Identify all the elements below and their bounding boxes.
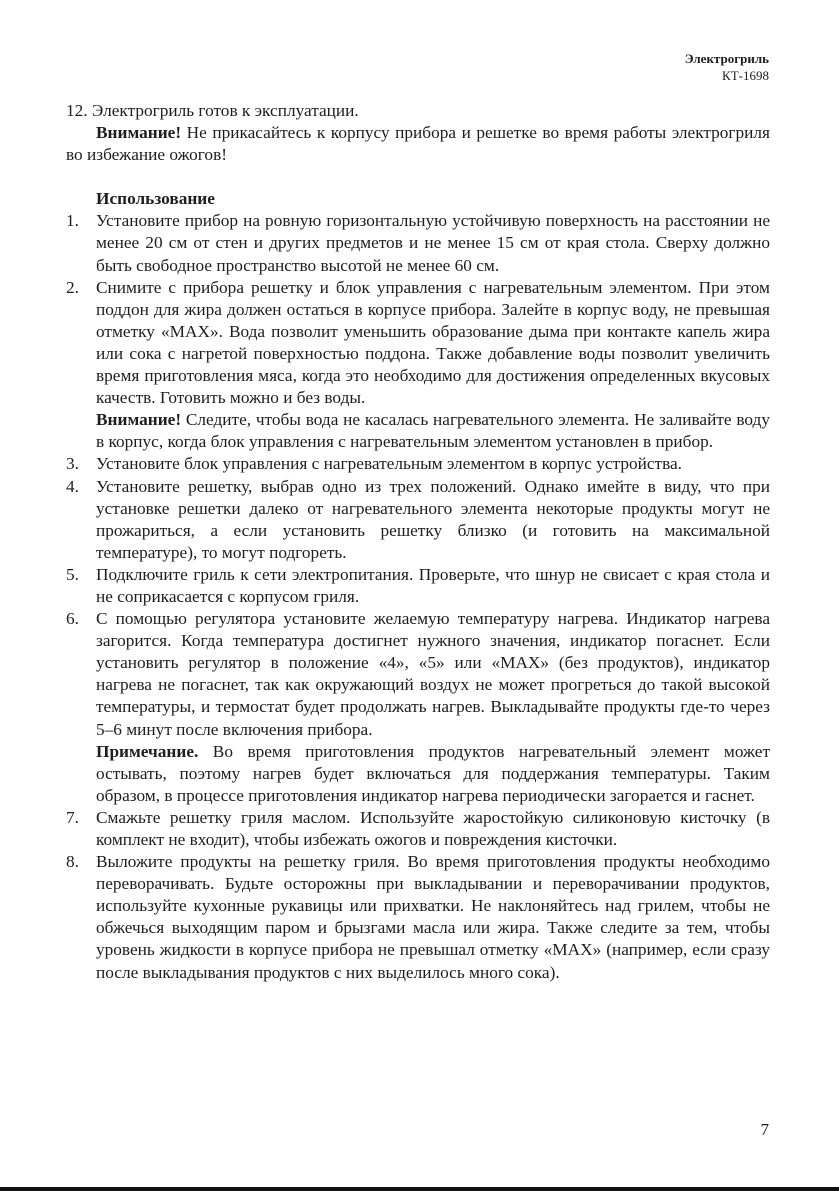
note-label: Примечание.: [96, 741, 199, 761]
step-text: Смажьте решетку гриля маслом. Используйте жаростойкую силиконовую кисточку (в комплект не входит), чтобы избежать ожогов и повреждения кисточки.: [96, 807, 770, 849]
list-item: [66, 608, 770, 741]
list-item: [66, 277, 770, 410]
list-item: [66, 851, 770, 984]
product-model: КТ-1698: [722, 68, 769, 83]
step-number: 4.: [66, 476, 79, 496]
steps-list: [66, 210, 770, 409]
step-2-warning: [66, 409, 770, 453]
note-text: Во время приготовления продуктов нагревательный элемент может остывать, поэтому нагрев будет включаться для поддержания температуры. Таким образом, в процессе приготовления индикатор нагрева периодически загорается и гаснет.: [96, 741, 770, 805]
step-number: 6.: [66, 609, 79, 629]
step-number: 2.: [66, 277, 79, 297]
step-text: Подключите гриль к сети электропитания. Проверьте, что шнур не свисает с края стола и не соприкасается с корпусом гриля.: [96, 564, 770, 606]
section-title: Использование: [96, 189, 215, 209]
page-number: 7: [760, 1120, 769, 1139]
warning-label: Внимание!: [96, 123, 182, 143]
list-item: [66, 564, 770, 608]
step-text: Установите прибор на ровную горизонтальную устойчивую поверхность на расстоянии не менее 20 см от стен и других предметов и не менее 15 см от края стола. Сверху должно быть свободное пространство высотой не менее 60 см.: [96, 211, 770, 275]
warning-text: Не прикасайтесь к корпусу прибора и решетке во время работы электрогриля во избежание ожогов!: [66, 123, 770, 165]
list-item: [66, 453, 770, 475]
step-number: 7.: [66, 807, 79, 827]
list-item: [66, 476, 770, 564]
step-text: С помощью регулятора установите желаемую температуру нагрева. Индикатор нагрева загорится. Когда температура достигнет нужного значения, индикатор погаснет. Если установить регулятор в положение «4», «5» или «MAX» (без продуктов), индикатор нагрева не погаснет, так как окружающий воздух не может прогреться до такой высокой температуры, и термостат будет продолжать нагрев. Выкладывайте продукты где-то через 5–6 минут после включения прибора.: [96, 609, 770, 739]
step-number: 3.: [66, 454, 79, 474]
bottom-border: [0, 1187, 839, 1191]
step-number: 5.: [66, 564, 79, 584]
page-content: [66, 100, 770, 984]
note-text: Следите, чтобы вода не касалась нагревательного элемента. Не заливайте воду в корпус, когда блок управления с нагревательным элементом установлен в прибор.: [96, 410, 770, 452]
step-number: 8.: [66, 852, 79, 872]
step-12: 12. Электрогриль готов к эксплуатации.: [66, 101, 359, 120]
step-text: Установите решетку, выбрав одно из трех положений. Однако имейте в виду, что при установке решетки далеко от нагревательного элемента некоторые продукты могут не прожариться, а если установить решетку близко (и готовить на максимальной температуре), то могут подгореть.: [96, 476, 770, 562]
step-number: 1.: [66, 211, 79, 231]
step-text: Установите блок управления с нагревательным элементом в корпус устройства.: [96, 454, 682, 474]
list-item: [66, 210, 770, 276]
intro-warning: [66, 122, 770, 166]
step-6-note: [66, 741, 770, 807]
product-title: Электрогриль: [684, 51, 769, 66]
note-label: Внимание!: [96, 410, 182, 430]
list-item: [66, 807, 770, 851]
step-text: Выложите продукты на решетку гриля. Во время приготовления продукты необходимо переворачивать. Будьте осторожны при выкладывании и переворачивании продуктов, используйте кухонные рукавицы или прихватки. Не наклоняйтесь над грилем, чтобы не обжечься выходящим паром и брызгами масла или жира. Также следите за тем, чтобы уровень жидкости в корпусе прибора не превышал отметку «MAX» (например, если сразу после выкладывания продуктов с них выделилось много сока).: [96, 852, 770, 982]
page-header: [685, 50, 769, 84]
step-text: Снимите с прибора решетку и блок управления с нагревательным элементом. При этом поддон для жира должен остаться в корпусе прибора. Залейте в корпус воду, не превышая отметку «MAX». Вода позволит уменьшить образование дыма при контакте капель жира или сока с нагретой поверхностью поддона. Также добавление воды позволит увеличить время приготовления мяса, когда это необходимо для достижения определенных вкусовых качеств. Готовить можно и без воды.: [96, 277, 770, 408]
